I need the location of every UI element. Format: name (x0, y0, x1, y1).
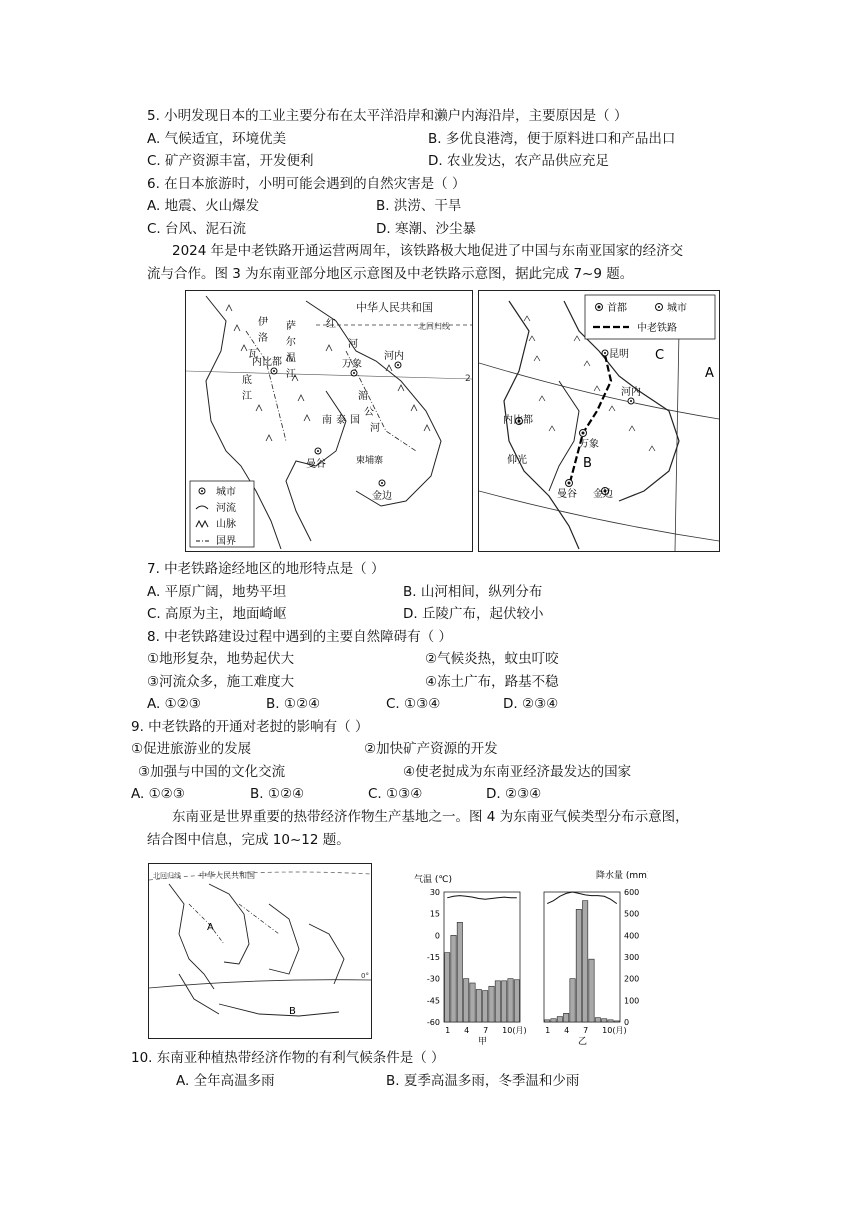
map1-city-label: 河内 (384, 351, 404, 362)
q9-statement-1: ①促进旅游业的发展 (131, 741, 252, 757)
map2-legend-railway: 中老铁路 (637, 323, 677, 334)
precip-bar (457, 922, 462, 1022)
map1-river-label: 湄 (358, 391, 368, 402)
month-tick-label: 7 (583, 1026, 589, 1035)
precip-bar (464, 979, 469, 1022)
q9-option-c: C. ①③④ (368, 786, 423, 802)
map1-edge-mark: 2 (465, 374, 471, 384)
q8-statement-4: ④冻土广布，路基不稳 (425, 674, 559, 690)
map3-letter-b: B (289, 1006, 296, 1017)
map1-legend-river: 河流 (216, 503, 236, 514)
temp-tick-label: -30 (426, 974, 440, 984)
map1-city-label: 曼谷 (306, 459, 326, 470)
temp-tick-label: 30 (429, 888, 440, 897)
q6-option-a: A. 地震、火山爆发 (147, 198, 260, 214)
map3-letter-a: A (207, 922, 214, 933)
q9-statement-4: ④使老挝成为东南亚经济最发达的国家 (403, 764, 632, 780)
map2-letter-b: B (583, 456, 592, 471)
intro1-line2: 流与合作。图 3 为东南亚部分地区示意图及中老铁路示意图，据此完成 7~9 题。 (147, 266, 634, 282)
chart-title: 甲 (478, 1037, 488, 1046)
precip-bar (589, 959, 594, 1022)
month-tick-label: 10(月) (602, 1026, 627, 1035)
precip-tick-label: 100 (624, 996, 640, 1006)
map1-river-label: 瓦 (248, 349, 258, 360)
chart-frame (544, 892, 620, 1022)
q7-option-d: D. 丘陵广布，起伏较小 (403, 606, 544, 622)
temp-tick-label: 15 (429, 909, 440, 919)
month-tick-label: 7 (483, 1026, 489, 1035)
precip-bar (557, 1017, 562, 1022)
precip-bar (545, 1020, 550, 1022)
q10-option-a: A. 全年高温多雨 (176, 1073, 275, 1089)
chart-right-axis-title: 降水量 (mm) (596, 871, 648, 881)
q5-option-d: D. 农业发达，农产品供应充足 (428, 153, 609, 169)
q9-option-a: A. ①②③ (131, 786, 185, 802)
precip-bar (551, 1019, 556, 1022)
precip-tick-label: 300 (624, 953, 640, 962)
q9-statement-2: ②加快矿产资源的开发 (364, 741, 498, 757)
map1-legend-city: 城市 (216, 487, 236, 498)
map-southeast-asia-physical (185, 290, 473, 552)
q10-stem: 10. 东南亚种植热带经济作物的有利气候条件是（ ） (131, 1050, 445, 1066)
q8-statement-3: ③河流众多，施工难度大 (147, 674, 295, 690)
q6-option-b: B. 洪涝、干旱 (376, 198, 462, 214)
map1-city-label: 万象 (342, 359, 362, 370)
precip-bar (508, 979, 513, 1022)
precip-bar (476, 990, 481, 1023)
precip-bar (608, 1020, 613, 1022)
q5-option-b: B. 多优良港湾，便于原料进口和产品出口 (428, 131, 676, 147)
precip-bar (502, 981, 507, 1022)
temp-tick-label: -15 (426, 953, 440, 962)
q7-option-c: C. 高原为主，地面崎岖 (147, 606, 287, 622)
climate-charts-svg (398, 866, 648, 1046)
map3-country-label: 中华人民共和国 (199, 871, 255, 880)
q10-option-b: B. 夏季高温多雨，冬季温和少雨 (386, 1073, 580, 1089)
temp-tick-label: -60 (426, 1018, 440, 1027)
map2-city-label: 金边 (593, 489, 613, 500)
map1-river-label: 伊 (258, 317, 268, 328)
precip-bar (570, 979, 575, 1022)
precip-tick-label: 600 (624, 888, 640, 897)
precip-bar (514, 980, 519, 1022)
map1-river-label: 萨 (286, 321, 296, 332)
map2-city-label: 内比都 (503, 415, 533, 426)
month-tick-label: 1 (445, 1026, 451, 1035)
map1-country-label: 中华人民共和国 (356, 301, 433, 314)
map2-legend-capital: 首都 (607, 303, 627, 314)
intro1-line1: 2024 年是中老铁路开通运营两周年，该铁路极大地促进了中国与东南亚国家的经济交 (172, 243, 684, 259)
temp-tick-label: 0 (434, 931, 440, 941)
q8-stem: 8. 中老铁路建设过程中遇到的主要自然障碍有（ ） (147, 629, 452, 645)
q7-option-a: A. 平原广阔，地势平坦 (147, 584, 287, 600)
temp-tick-label: -45 (426, 996, 440, 1006)
map2-city-label: 仰光 (507, 455, 527, 466)
month-tick-label: 4 (564, 1026, 570, 1035)
q8-option-b: B. ①②④ (266, 696, 321, 712)
q9-option-d: D. ②③④ (486, 786, 542, 802)
q7-option-b: B. 山河相间，纵列分布 (403, 584, 543, 600)
q8-statement-1: ①地形复杂，地势起伏大 (147, 651, 295, 667)
precip-bar (595, 1018, 600, 1022)
precip-bar (614, 1021, 619, 1022)
q5-option-a: A. 气候适宜，环境优美 (147, 131, 287, 147)
map2-city-label: 河内 (621, 387, 641, 398)
map1-river-label: 公 (364, 407, 374, 418)
map2-city-label: 昆明 (609, 349, 629, 360)
map1-legend-border: 国界 (216, 536, 236, 547)
map1-legend-mountain: 山脉 (216, 519, 236, 530)
map3-tropic-label: 北回归线 (153, 872, 181, 880)
q8-option-c: C. ①③④ (386, 696, 441, 712)
q5-stem: 5. 小明发现日本的工业主要分布在太平洋沿岸和濑户内海沿岸，主要原因是（ ） (147, 108, 628, 124)
map1-river-label: 尔 (286, 337, 296, 348)
map1-river-label: 洛 (258, 333, 268, 344)
map1-river-label: 河 (370, 423, 380, 434)
q6-option-c: C. 台风、泥石流 (147, 221, 247, 237)
precip-bar (445, 953, 450, 1022)
map1-river-label: 南 (322, 415, 332, 426)
map1-river-label: 江 (286, 369, 296, 380)
climate-charts (398, 866, 648, 1046)
precip-bar (489, 986, 494, 1022)
map2-letter-c: C (655, 348, 665, 363)
precip-tick-label: 0 (624, 1018, 630, 1027)
q6-stem: 6. 在日本旅游时，小明可能会遇到的自然灾害是（ ） (147, 176, 466, 192)
q9-statement-3: ③加强与中国的文化交流 (138, 764, 286, 780)
precip-bar (451, 935, 456, 1022)
precip-tick-label: 400 (624, 931, 640, 941)
map1-river-label: 泰 (336, 415, 346, 426)
q9-option-b: B. ①②④ (250, 786, 305, 802)
q8-statement-2: ②气候炎热，蚊虫叮咬 (425, 651, 559, 667)
map2-city-label: 曼谷 (557, 489, 577, 500)
map1-city-label: 内比都 (252, 357, 282, 368)
map2-letter-a: A (705, 366, 714, 381)
precip-bar (564, 1013, 569, 1022)
intro2-line1: 东南亚是世界重要的热带经济作物生产基地之一。图 4 为东南亚气候类型分布示意图， (172, 809, 689, 825)
q8-option-a: A. ①②③ (147, 696, 201, 712)
map1-river-label: 红 (326, 319, 336, 330)
precip-tick-label: 200 (624, 974, 640, 984)
map-china-laos-railway (478, 290, 720, 552)
precip-bar (583, 901, 588, 1022)
month-tick-label: 4 (464, 1026, 470, 1035)
precip-bar (470, 983, 475, 1022)
map1-river-label: 河 (348, 339, 358, 350)
intro2-line2: 结合图中信息，完成 10~12 题。 (147, 832, 350, 848)
precip-bar (483, 991, 488, 1022)
map-southeast-asia-climate (148, 863, 372, 1039)
precip-tick-label: 500 (624, 909, 640, 919)
map1-country-cambodia: 柬埔寨 (356, 456, 384, 466)
map1-tropic-label: 北回归线 (418, 322, 450, 331)
map1-river-label: 国 (350, 415, 360, 426)
map1-river-label: 底 (242, 375, 252, 386)
map1-river-label: 温 (286, 353, 296, 364)
precip-bar (495, 981, 500, 1022)
month-tick-label: 1 (545, 1026, 551, 1035)
map2-legend-city: 城市 (667, 303, 687, 314)
precip-bar (602, 1019, 607, 1022)
q5-option-c: C. 矿产资源丰富，开发便利 (147, 153, 314, 169)
map1-river-label: 江 (242, 391, 252, 402)
q6-option-d: D. 寒潮、沙尘暴 (376, 221, 476, 237)
q8-option-d: D. ②③④ (503, 696, 559, 712)
month-tick-label: 10(月) (502, 1026, 527, 1035)
map1-city-label: 金边 (372, 491, 392, 502)
chart-left-axis-title: 气温 (℃) (414, 875, 452, 885)
precip-bar (576, 909, 581, 1022)
q9-stem: 9. 中老铁路的开通对老挝的影响有（ ） (131, 719, 369, 735)
chart-title: 乙 (578, 1037, 588, 1046)
q7-stem: 7. 中老铁路途经地区的地形特点是（ ） (147, 561, 385, 577)
map2-city-label: 万象 (579, 439, 599, 450)
map3-equator-label: 0° (361, 972, 369, 980)
